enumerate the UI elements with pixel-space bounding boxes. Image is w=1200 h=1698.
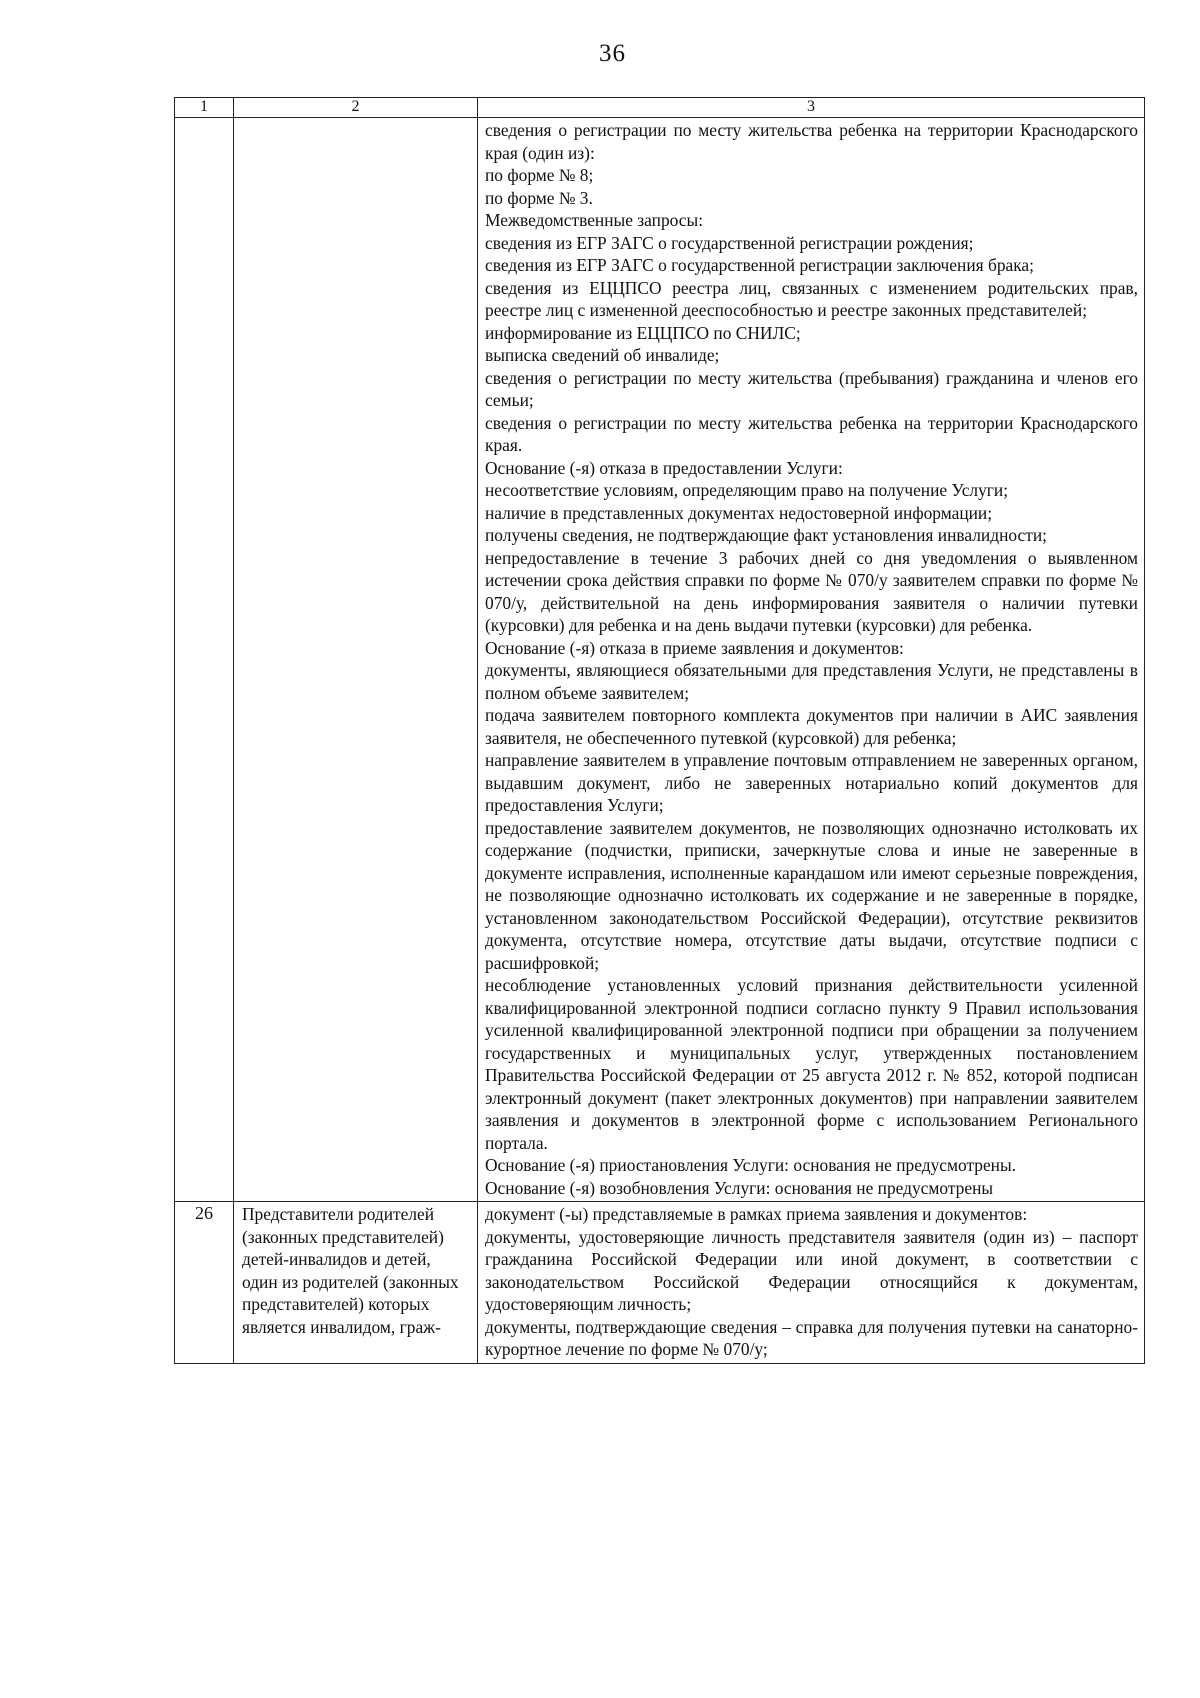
paragraph: несоблюдение установленных условий признания действительности усиленной квалифицированной электронной подписи согласно пункту 9 Правил использования усиленной квалифицированной электронной подписи при обращении за получением государственных и муниципальных услуг, утвержденных постановлением Правительства Российской Федерации от 25 августа 2012 г. № 852, которой подписан электронный документ (пакет электронных документов) при направлении заявителем заявления и документов в электронной форме с использованием Регионального портала. bbox=[485, 975, 1138, 1153]
paragraph: сведения из ЕЦЦПСО реестра лиц, связанных с изменением родительских прав, реестре лиц с измененной дееспособностью и реестре законных представителей; bbox=[485, 277, 1138, 320]
paragraph: по форме № 3. bbox=[485, 187, 593, 208]
paragraph: по форме № 8; bbox=[485, 165, 594, 185]
paragraph: выписка сведений об инвалиде; bbox=[485, 345, 720, 365]
paragraph: Основание (-я) отказа в приеме заявления и документов: bbox=[485, 637, 904, 658]
paragraph: документы, являющиеся обязательными для представления Услуги, не представлены в полном объеме заявителем; bbox=[485, 660, 1138, 703]
paragraph: сведения о регистрации по месту жительства (пребывания) гражданина и членов его семьи; bbox=[485, 367, 1138, 410]
paragraph: документ (-ы) представляемые в рамках приема заявления и документов: bbox=[485, 1204, 1028, 1224]
column-header-3: 3 bbox=[478, 98, 1145, 118]
paragraph: информирование из ЕЦЦПСО по СНИЛС; bbox=[485, 322, 801, 343]
paragraph: предоставление заявителем документов, не позволяющих однозначно истолковать их содержание (подчистки, приписки, зачеркнутые слова и иные не заверенные в документе исправления, исполненные карандашом или имеют серьезные повреждения, не позволяющие однозначно истолковать их содержание и не заверенные в порядке, установленном законодательством Российской Федерации), отсутствие реквизитов документа, отсутствие номера, отсутствие даты выдачи, отсутствие подписи с расшифровкой; bbox=[485, 817, 1138, 973]
paragraph: Межведомственные запросы: bbox=[485, 210, 704, 230]
paragraph: Основание (-я) возобновления Услуги: основания не предусмотрены bbox=[485, 1177, 994, 1198]
paragraph: подача заявителем повторного комплекта документов при наличии в АИС заявления заявителя, не обеспеченного путевкой (курсовкой) для ребенка; bbox=[485, 705, 1138, 748]
table-row-continued bbox=[175, 118, 1145, 1202]
cell-applicant-empty bbox=[234, 118, 478, 1202]
paragraph: сведения о регистрации по месту жительства ребенка на территории Краснодарского края (один из): bbox=[485, 120, 1138, 163]
table-header-row bbox=[175, 98, 1145, 118]
column-header-1: 1 bbox=[175, 98, 234, 118]
cell-documents bbox=[478, 1202, 1145, 1364]
paragraph: направление заявителем в управление почтовым отправлением не заверенных органом, выдавшим документ, либо не заверенных нотариально копий документов для предоставления Услуги; bbox=[485, 750, 1138, 815]
table-row-26 bbox=[175, 1202, 1145, 1364]
paragraph: получены сведения, не подтверждающие факт установления инвалидности; bbox=[485, 525, 1047, 545]
paragraph: документы, удостоверяющие личность представителя заявителя (один из) – паспорт гражданина Российской Федерации или иной документ, в соответствии с законодательством Российской Федерации относящийся к документам, удостоверяющим личность; bbox=[485, 1226, 1138, 1314]
row-number: 26 bbox=[175, 1202, 234, 1364]
column-header-2: 2 bbox=[234, 98, 478, 118]
applicant-category-text: Представители родителей (законных представителей) детей-инвалидов и детей, один из родителей (законных представителей) которых является инвалидом, граж- bbox=[242, 1204, 459, 1337]
paragraph: Основание (-я) приостановления Услуги: основания не предусмотрены. bbox=[485, 1155, 1017, 1175]
document-table bbox=[174, 97, 1145, 1364]
paragraph: сведения из ЕГР ЗАГС о государственной регистрации рождения; bbox=[485, 232, 974, 253]
paragraph: сведения из ЕГР ЗАГС о государственной регистрации заключения брака; bbox=[485, 255, 1034, 275]
cell-documents bbox=[478, 118, 1145, 1202]
paragraph: непредоставление в течение 3 рабочих дней со дня уведомления о выявленном истечении срока действия справки по форме № 070/у заявителем справки по форме № 070/у, действительной на день информирования заявителя о наличии путевки (курсовки) для ребенка и на день выдачи путевки (курсовки) для ребенка. bbox=[485, 547, 1138, 635]
cell-number-empty bbox=[175, 118, 234, 1202]
cell-applicant-category bbox=[234, 1202, 478, 1364]
page-number: 36 bbox=[599, 40, 626, 67]
paragraph: документы, подтверждающие сведения – справка для получения путевки на санаторно-курортное лечение по форме № 070/у; bbox=[485, 1316, 1138, 1359]
paragraph: несоответствие условиям, определяющим право на получение Услуги; bbox=[485, 480, 1009, 500]
paragraph: Основание (-я) отказа в предоставлении Услуги: bbox=[485, 457, 843, 478]
paragraph: сведения о регистрации по месту жительства ребенка на территории Краснодарского края. bbox=[485, 412, 1138, 455]
paragraph: наличие в представленных документах недостоверной информации; bbox=[485, 502, 993, 523]
